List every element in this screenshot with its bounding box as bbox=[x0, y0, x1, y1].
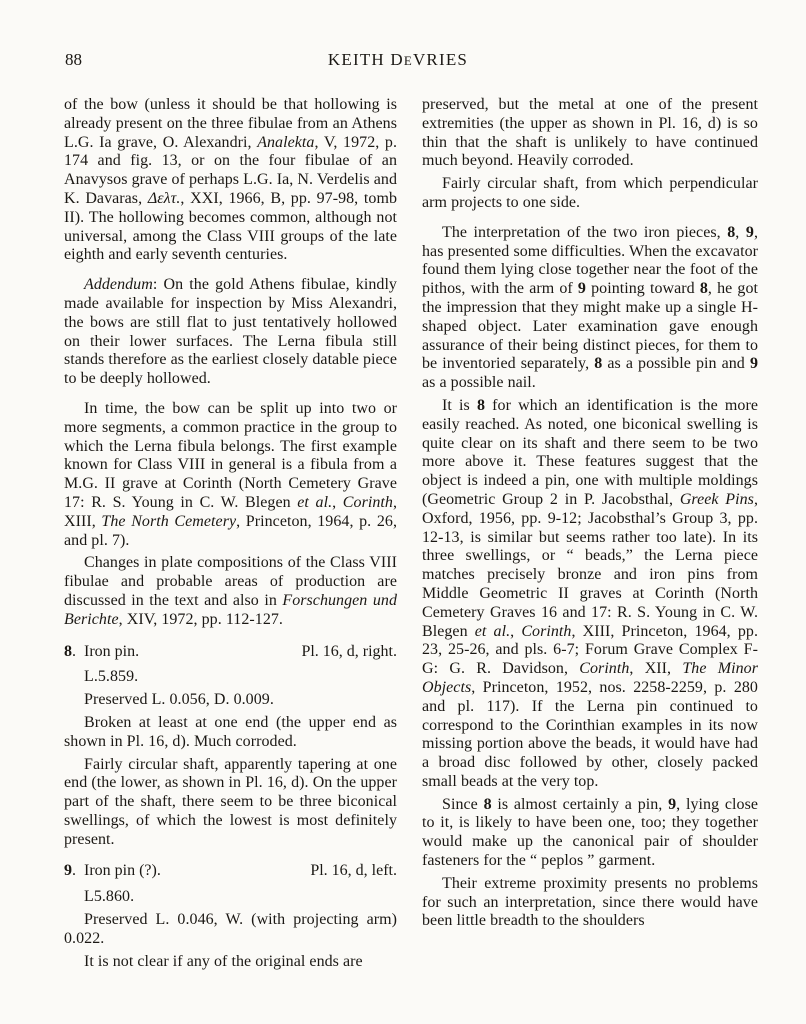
text-segment: Corinth bbox=[342, 493, 393, 511]
text-segment: 8 bbox=[727, 223, 736, 241]
catalog-entry-heading bbox=[64, 862, 397, 881]
running-head-author bbox=[64, 50, 732, 70]
paragraph bbox=[64, 756, 397, 850]
paragraph bbox=[64, 96, 397, 265]
text-segment: Corinth bbox=[579, 660, 630, 678]
text-segment: 8 bbox=[64, 642, 72, 660]
text-segment: Fairly circular shaft, apparently tapering at one end (the lower, as shown in Pl. 16, d). On the upper part of the shaft, there seem to be three biconical swellings, of which the lowest is most definitely present. bbox=[64, 755, 397, 848]
text-segment: , bbox=[735, 223, 746, 241]
catalog-entry-title bbox=[64, 862, 161, 881]
paragraph bbox=[64, 691, 397, 710]
page-number: 88 bbox=[65, 50, 82, 69]
text-segment: , XIV, 1972, pp. 112-127. bbox=[118, 610, 283, 628]
catalog-plate-reference: Pl. 16, d, left. bbox=[310, 862, 397, 880]
text-segment: Their extreme proximity presents no problems for such an interpretation, since there would have been little breadth to the shoulders bbox=[422, 874, 758, 930]
text-segment: Greek Pins bbox=[679, 490, 754, 508]
text-segment: Fairly circular shaft, from which perpendicular arm projects to one side. bbox=[422, 175, 758, 211]
paragraph bbox=[422, 796, 758, 871]
paragraph bbox=[64, 276, 397, 389]
text-segment: Preserved L. 0.056, D. 0.009. bbox=[84, 691, 274, 709]
text-segment: , Princeton, 1964, p. 26, and pl. 7). bbox=[64, 512, 397, 549]
text-segment: Addendum bbox=[84, 276, 153, 294]
text-segment: The Minor Objects bbox=[422, 660, 758, 696]
text-segment: 9 bbox=[749, 355, 758, 373]
text-segment: as a possible pin and bbox=[602, 355, 750, 373]
text-segment: of the bow (unless it should be that hollowing is already present on the three fibulae from an Athens L.G. Ia grave, O. Alexandri, bbox=[64, 96, 397, 151]
text-segment: , XIII, bbox=[64, 493, 397, 530]
text-segment: 9 bbox=[64, 862, 72, 880]
left-column bbox=[64, 96, 397, 971]
paragraph bbox=[422, 224, 758, 393]
text-segment: 9 bbox=[577, 280, 586, 298]
text-segment: Since bbox=[442, 795, 484, 813]
text-segment: for which an identification is the more easily reached. As noted, one biconical swelling is quite clear on its shaft and there seem to be two more above it. These features suggest that the object is indeed a pin, one with multiple moldings (Geometric Group 2 in P. Jacobsthal, bbox=[422, 396, 758, 508]
text-segment: 9 bbox=[668, 795, 677, 813]
paragraph bbox=[64, 714, 397, 752]
right-column bbox=[422, 96, 758, 971]
text-columns bbox=[64, 96, 758, 971]
paragraph bbox=[64, 953, 397, 972]
text-segment: , has presented some difficulties. When the excavator found them lying close together near the foot of the pithos, with the arm of bbox=[422, 223, 758, 298]
text-segment: , he got the impression that they might make up a single H-shaped object. Later examination gave enough assurance of their being distinct pieces, for them to be inventoried separately, bbox=[422, 280, 758, 373]
text-segment: , lying close to it, is likely to have been one, too; they together would make up the canonical pair of shoulder fasteners for the “ peplos ” garment. bbox=[422, 795, 758, 870]
text-segment: is almost certainly a pin, bbox=[491, 795, 669, 813]
text-segment: 8 bbox=[476, 396, 486, 414]
text-segment: 8 bbox=[483, 795, 492, 813]
text-segment: 8 bbox=[594, 355, 603, 373]
text-segment: Changes in plate compositions of the Class VIII fibulae and probable areas of production are discussed in the text and also in bbox=[64, 554, 397, 609]
author-text-suffix: VRIES bbox=[412, 50, 469, 69]
text-segment: . Iron pin (?). bbox=[72, 862, 161, 880]
text-segment: Broken at least at one end (the upper end as shown in Pl. 16, d). Much corroded. bbox=[64, 713, 397, 750]
paragraph bbox=[64, 400, 397, 550]
text-segment: as a possible nail. bbox=[422, 374, 536, 392]
paragraph bbox=[422, 96, 758, 171]
text-segment: Δελτ. bbox=[147, 189, 181, 207]
paragraph bbox=[64, 911, 397, 949]
text-segment: Corinth bbox=[521, 622, 572, 640]
text-segment: 9 bbox=[745, 223, 754, 241]
text-segment: 8 bbox=[699, 280, 708, 298]
catalog-plate-reference: Pl. 16, d, right. bbox=[301, 642, 397, 660]
catalog-entry-title bbox=[64, 643, 139, 662]
text-segment: In time, the bow can be split up into two or more segments, a common practice in the group to which the Lerna fibula belongs. The first example known for Class VIII in general is a fibula from a M.G. II grave at Corinth (North Cemetery Grave 17: R. S. Young in C. W. Blegen bbox=[64, 399, 397, 511]
page-header bbox=[64, 50, 758, 72]
catalog-entry-heading bbox=[64, 643, 397, 662]
text-segment: . Iron pin. bbox=[72, 642, 140, 660]
paragraph bbox=[64, 888, 397, 907]
text-segment: Preserved L. 0.046, W. (with projecting arm) 0.022. bbox=[64, 911, 397, 947]
text-segment: , V, 1972, p. 174 and fig. 13, or on the four fibulae of an Anavysos grave of perhaps L.G. Ia, N. Verdelis and K. Davaras, bbox=[64, 133, 397, 207]
text-segment: , Oxford, 1956, pp. 9-12; Jacobsthal’s Group 3, pp. 12-13, is similar but seems rather too late). In its three swellings, or “ beads,” the Lerna piece matches precisely bronze and iron pins from Middle Geometric II graves at Corinth (North Cemetery Graves 16 and 17: R. S. Young in C. W. Blegen bbox=[422, 490, 758, 640]
text-segment: , bbox=[510, 622, 522, 640]
text-segment: L5.860. bbox=[84, 888, 135, 906]
text-segment: , XIII, Princeton, 1964, pp. 23, 25-26, and pls. 6-7; Forum Grave Complex F-G: G. R. Davidson, bbox=[422, 622, 759, 678]
text-segment: It is bbox=[442, 396, 477, 414]
paragraph bbox=[422, 875, 758, 931]
text-segment: et al. bbox=[474, 622, 511, 640]
text-segment: et al. bbox=[297, 493, 333, 511]
text-segment: Analekta bbox=[257, 133, 315, 151]
text-segment: , bbox=[332, 493, 343, 511]
paragraph bbox=[422, 175, 758, 213]
text-segment: Forschungen und Berichte bbox=[64, 591, 397, 628]
text-segment: L.5.859. bbox=[84, 668, 139, 686]
text-segment: It is not clear if any of the original ends are bbox=[84, 952, 363, 970]
text-segment: , Princeton, 1952, nos. 2258-2259, p. 280 and pl. 117). If the Lerna pin continued to correspond to the Corinthian examples in its now missing portion above the beads, it would have had a broad disc followed by other, closely packed small beads at the very top. bbox=[422, 678, 758, 790]
paragraph bbox=[422, 397, 758, 792]
author-text-prefix: KEITH D bbox=[327, 50, 404, 69]
text-segment: , XXI, 1966, B, pp. 97-98, tomb II). The hollowing becomes common, although not universal, among the Class VIII groups of the late eighth and early seventh centuries. bbox=[64, 189, 397, 264]
text-segment: pointing toward bbox=[585, 280, 700, 298]
text-segment: preserved, but the metal at one of the present extremities (the upper as shown in Pl. 16, d) is so thin that the shaft is unlikely to have continued much beyond. Heavily corroded. bbox=[422, 96, 758, 170]
paragraph bbox=[64, 554, 397, 629]
author-smallcap-letter: E bbox=[403, 53, 413, 68]
text-segment: : On the gold Athens fibulae, kindly made available for inspection by Miss Alexandri, the bows are still flat to just tentatively hollowed on their lower surfaces. The Lerna fibula still stands therefore as the earliest closely datable piece to be deeply hollowed. bbox=[64, 276, 397, 388]
text-segment: , XII, bbox=[629, 660, 683, 678]
paragraph bbox=[64, 668, 397, 687]
text-segment: The interpretation of the two iron pieces, bbox=[442, 223, 728, 241]
text-segment: The North Cemetery bbox=[101, 512, 237, 530]
